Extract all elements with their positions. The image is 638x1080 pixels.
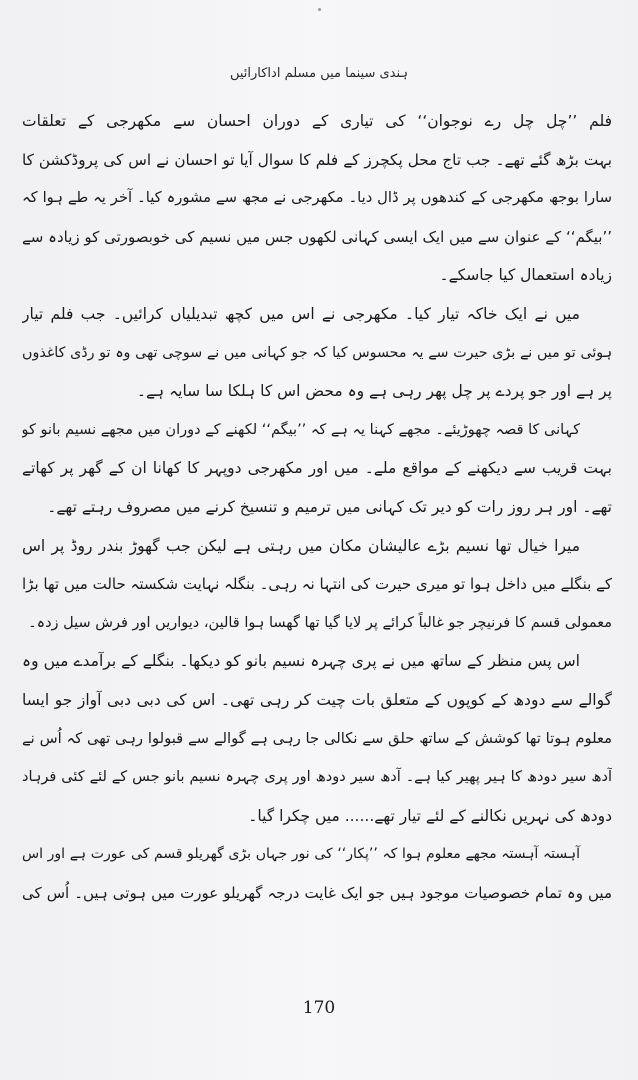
text-line: زیادہ استعمال کیا جاسکے۔ (439, 266, 612, 285)
scan-speck (318, 8, 321, 11)
text-line: بہت قریب سے دیکھنے کے مواقع ملے۔ میں اور مکھرجی دوپہر کا کھانا ان کے گھر پر کھاتے (22, 459, 612, 478)
text-line: تھے۔ اور ہر روز رات کو دیر تک کہانی میں ترمیم و تنسیخ کرنے میں مصروف رہتے تھے۔ (47, 497, 612, 516)
text-line: کے بنگلے میں داخل ہوا تو میری حیرت کی انتہا نہ رہی۔ بنگلہ نہایت شکستہ حالت میں تھا بڑا (22, 575, 612, 594)
page-number: 170 (302, 998, 336, 1018)
text-line: آدھ سیر دودھ کا ہیر پھیر کیا ہے۔ آدھ سیر دودھ اور پری چہرہ نسیم بانو جس کے لئے کئی فرہاد (22, 769, 612, 786)
text-line: میں نے ایک خاکہ تیار کیا۔ مکھرجی نے اس میں کچھ تبدیلیاں کرائیں۔ جب فلم تیار (22, 304, 580, 323)
text-line: معمولی قسم کا فرنیچر جو غالباً کرائے پر لایا گیا تھا گھسا ہوا قالین، دیواریں اور فرش سیل زدہ۔ (28, 614, 612, 631)
running-header: ہندی سینما میں مسلم اداکارائیں (229, 66, 409, 81)
text-line: اس پس منظر کے ساتھ میں نے پری چہرہ نسیم بانو کو دیکھا۔ بنگلے کے برآمدے میں وہ (22, 652, 580, 671)
text-line: ہوئی تو میں نے بڑی حیرت سے یہ محسوس کیا کہ جو کہانی میں نے سوچی تھی وہ تو رڈی کاغذوں (22, 344, 612, 361)
text-line: میں وہ تمام خصوصیات موجود ہیں جو ایک غایت درجہ گھریلو عورت میں ہوتی ہیں۔ اُس کی (22, 883, 612, 902)
text-line: ’’بیگم‘‘ کے عنوان سے میں ایک ایسی کہانی لکھوں جس میں نسیم کی خوبصورتی کو زیادہ سے (22, 227, 612, 246)
text-line: میرا خیال تھا نسیم بڑے عالیشان مکان میں رہتی ہے لیکن جب گھوڑ بندر روڈ پر اس (22, 536, 580, 555)
text-line: معلوم ہوتا تھا کوشش کے ساتھ حلق سے نکالی جا رہی ہے گوالے سے قبولوا رہی تھی کہ اُس نے (22, 729, 612, 747)
text-line: پر ہے اور جو پردے پر چل پھر رہی ہے وہ محض اس کا ہلکا سا سایہ ہے۔ (136, 382, 612, 401)
text-line: کہانی کا قصہ چھوڑیئے۔ مجھے کہنا یہ ہے کہ ’’بیگم‘‘ لکھنے کے دوران میں مجھے نسیم بانو کو (22, 421, 580, 438)
text-line: سارا بوجھ مکھرجی کے کندھوں پر ڈال دیا۔ مکھرجی نے مجھ سے مشورہ کیا۔ آخر یہ طے ہوا کہ (22, 189, 612, 207)
text-line: دودھ کی نہریں نکالنے کے لئے تیار تھے...... میں چکرا گیا۔ (248, 806, 612, 825)
text-line: فلم ’’چل چل رے نوجوان‘‘ کی تیاری کے دوران احسان سے مکھرجی کے تعلقات (22, 112, 612, 130)
body-text (22, 102, 612, 912)
text-line: گوالے سے دودھ کے کوپوں کے متعلق بات چیت کر رہی تھی۔ اس کی دبی دبی آواز جو ایسا (22, 690, 612, 709)
text-line: بہت بڑھ گئے تھے۔ جب تاج محل پکچرز کے فلم کا سوال آیا تو احسان نے اس کی پروڈکشن کا (22, 150, 612, 169)
text-line: آہستہ آہستہ مجھے معلوم ہوا کہ ’’پکار‘‘ کی نور جہاں بڑی گھریلو قسم کی عورت ہے اور اس (22, 846, 580, 863)
